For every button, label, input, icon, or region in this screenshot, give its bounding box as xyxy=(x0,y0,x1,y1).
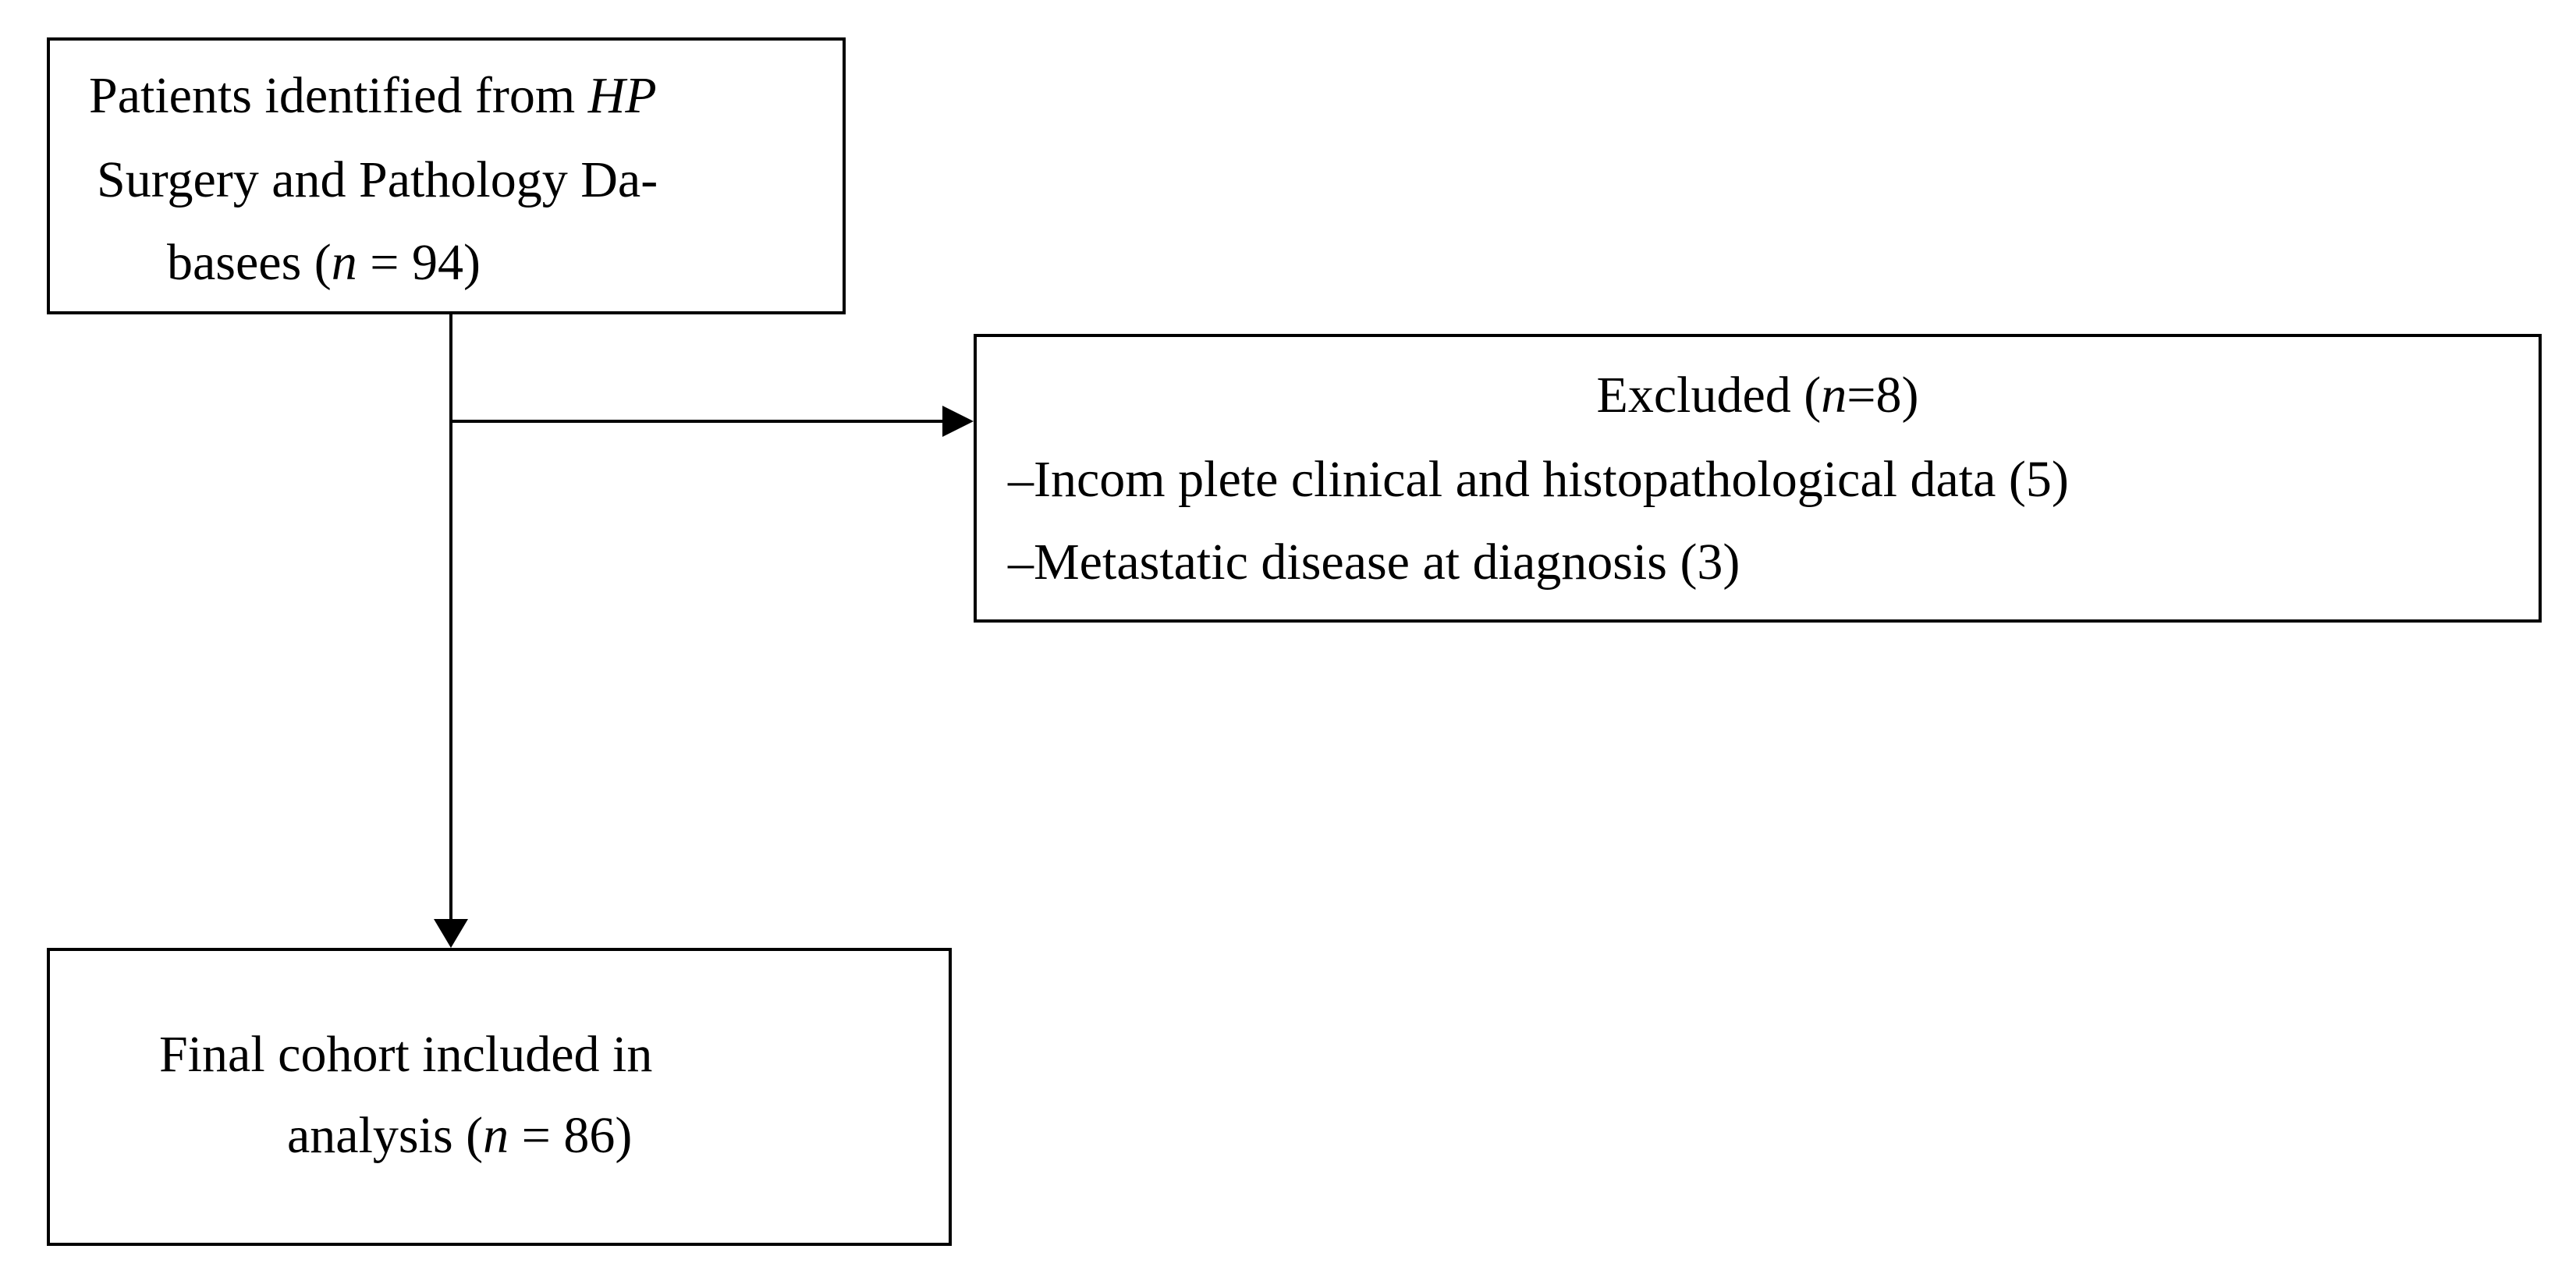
identified-line-2: Surgery and Pathology Da- xyxy=(97,151,658,208)
excluded-reason-incomplete-data: –Incom plete clinical and histopathological data (5) xyxy=(1008,451,2069,508)
excluded-box xyxy=(974,334,2542,623)
identified-line-3: basees (n = 94) xyxy=(167,234,481,291)
excluded-reason-metastatic: –Metastatic disease at diagnosis (3) xyxy=(1008,534,1740,591)
identified-patients-box xyxy=(47,37,846,314)
final-line-2: analysis (n = 86) xyxy=(287,1107,633,1164)
identified-line-1: Patients identified from HP xyxy=(89,67,657,124)
final-line-1: Final cohort included in xyxy=(159,1026,653,1083)
excluded-title: Excluded (n=8) xyxy=(1596,367,1919,424)
down-arrowhead xyxy=(434,919,468,948)
final-cohort-box xyxy=(47,948,952,1246)
right-arrowhead xyxy=(942,406,974,437)
